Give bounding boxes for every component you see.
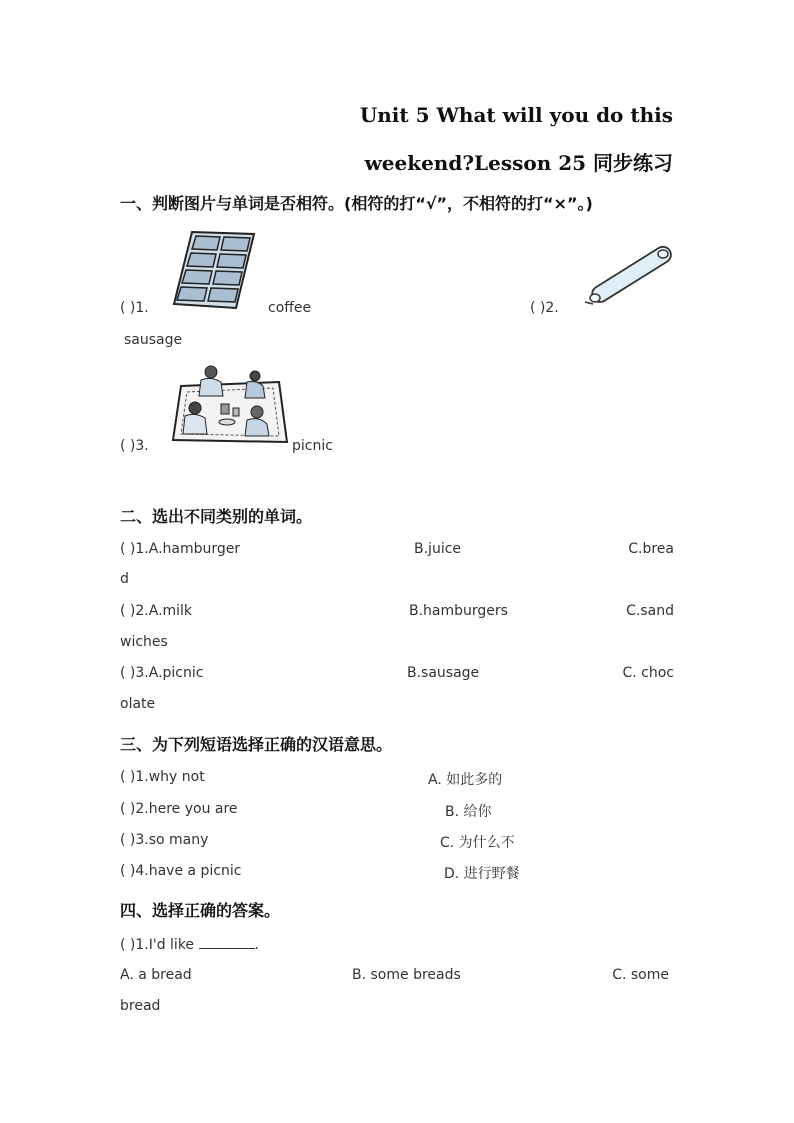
s2-q1-b: B.juice <box>414 541 462 557</box>
s2-q2: ( )2.A.milk <box>120 603 193 619</box>
section2-heading: 二、选出不同类别的单词。 <box>120 507 313 526</box>
s2-q2-b: B.hamburgers <box>409 603 508 619</box>
s3-q1-a: A. 如此多的 <box>428 772 503 788</box>
s3-q1: ( )1.why not <box>120 769 205 785</box>
page-title-line1: Unit 5 What will you do this <box>359 103 673 127</box>
s2-q3-wrap: olate <box>120 696 156 712</box>
s3-q2: ( )2.here you are <box>120 801 238 817</box>
s2-q3-b: B.sausage <box>407 665 480 681</box>
section3-heading: 三、为下列短语选择正确的汉语意思。 <box>120 735 393 754</box>
sausage-image <box>583 244 675 310</box>
q3-bracket: ( )3. <box>120 438 149 454</box>
s2-q2-c: C.sand <box>626 603 674 619</box>
s4-opt-c-wrap: bread <box>120 998 161 1014</box>
s2-q2-wrap: wiches <box>120 634 168 650</box>
s3-q4-a: D. 进行野餐 <box>444 866 520 882</box>
chocolate-bar-image <box>170 228 258 312</box>
s2-q3: ( )3.A.picnic <box>120 665 204 681</box>
page-title-line2: weekend?Lesson 25 同步练习 <box>364 151 673 175</box>
section1-heading: 一、判断图片与单词是否相符。(相符的打“√”，不相符的打“×”。) <box>120 194 593 213</box>
s4-q1-suffix: . <box>254 937 259 953</box>
s3-q4: ( )4.have a picnic <box>120 863 242 879</box>
q3-word: picnic <box>292 438 333 454</box>
s4-opt-c: C. some <box>612 967 669 983</box>
s3-q3-a: C. 为什么不 <box>440 835 515 851</box>
s4-opt-a: A. a bread <box>120 967 192 983</box>
q2-bracket: ( )2. <box>530 300 559 316</box>
q2-word: sausage <box>124 332 183 348</box>
s3-q2-a: B. 给你 <box>445 804 492 820</box>
q1-word: coffee <box>268 300 312 316</box>
s2-q1-c: C.brea <box>628 541 674 557</box>
s4-q1-prefix: ( )1.I'd like <box>120 937 195 953</box>
q1-bracket: ( )1. <box>120 300 149 316</box>
s2-q1: ( )1.A.hamburger <box>120 541 241 557</box>
s4-opt-b: B. some breads <box>352 967 461 983</box>
s4-q1-blank <box>199 936 255 949</box>
s3-q3: ( )3.so many <box>120 832 209 848</box>
s2-q3-c: C. choc <box>622 665 674 681</box>
s2-q1-wrap: d <box>120 571 129 587</box>
picnic-image <box>171 364 289 448</box>
s4-q1 <box>120 936 259 953</box>
section4-heading: 四、选择正确的答案。 <box>120 901 281 920</box>
